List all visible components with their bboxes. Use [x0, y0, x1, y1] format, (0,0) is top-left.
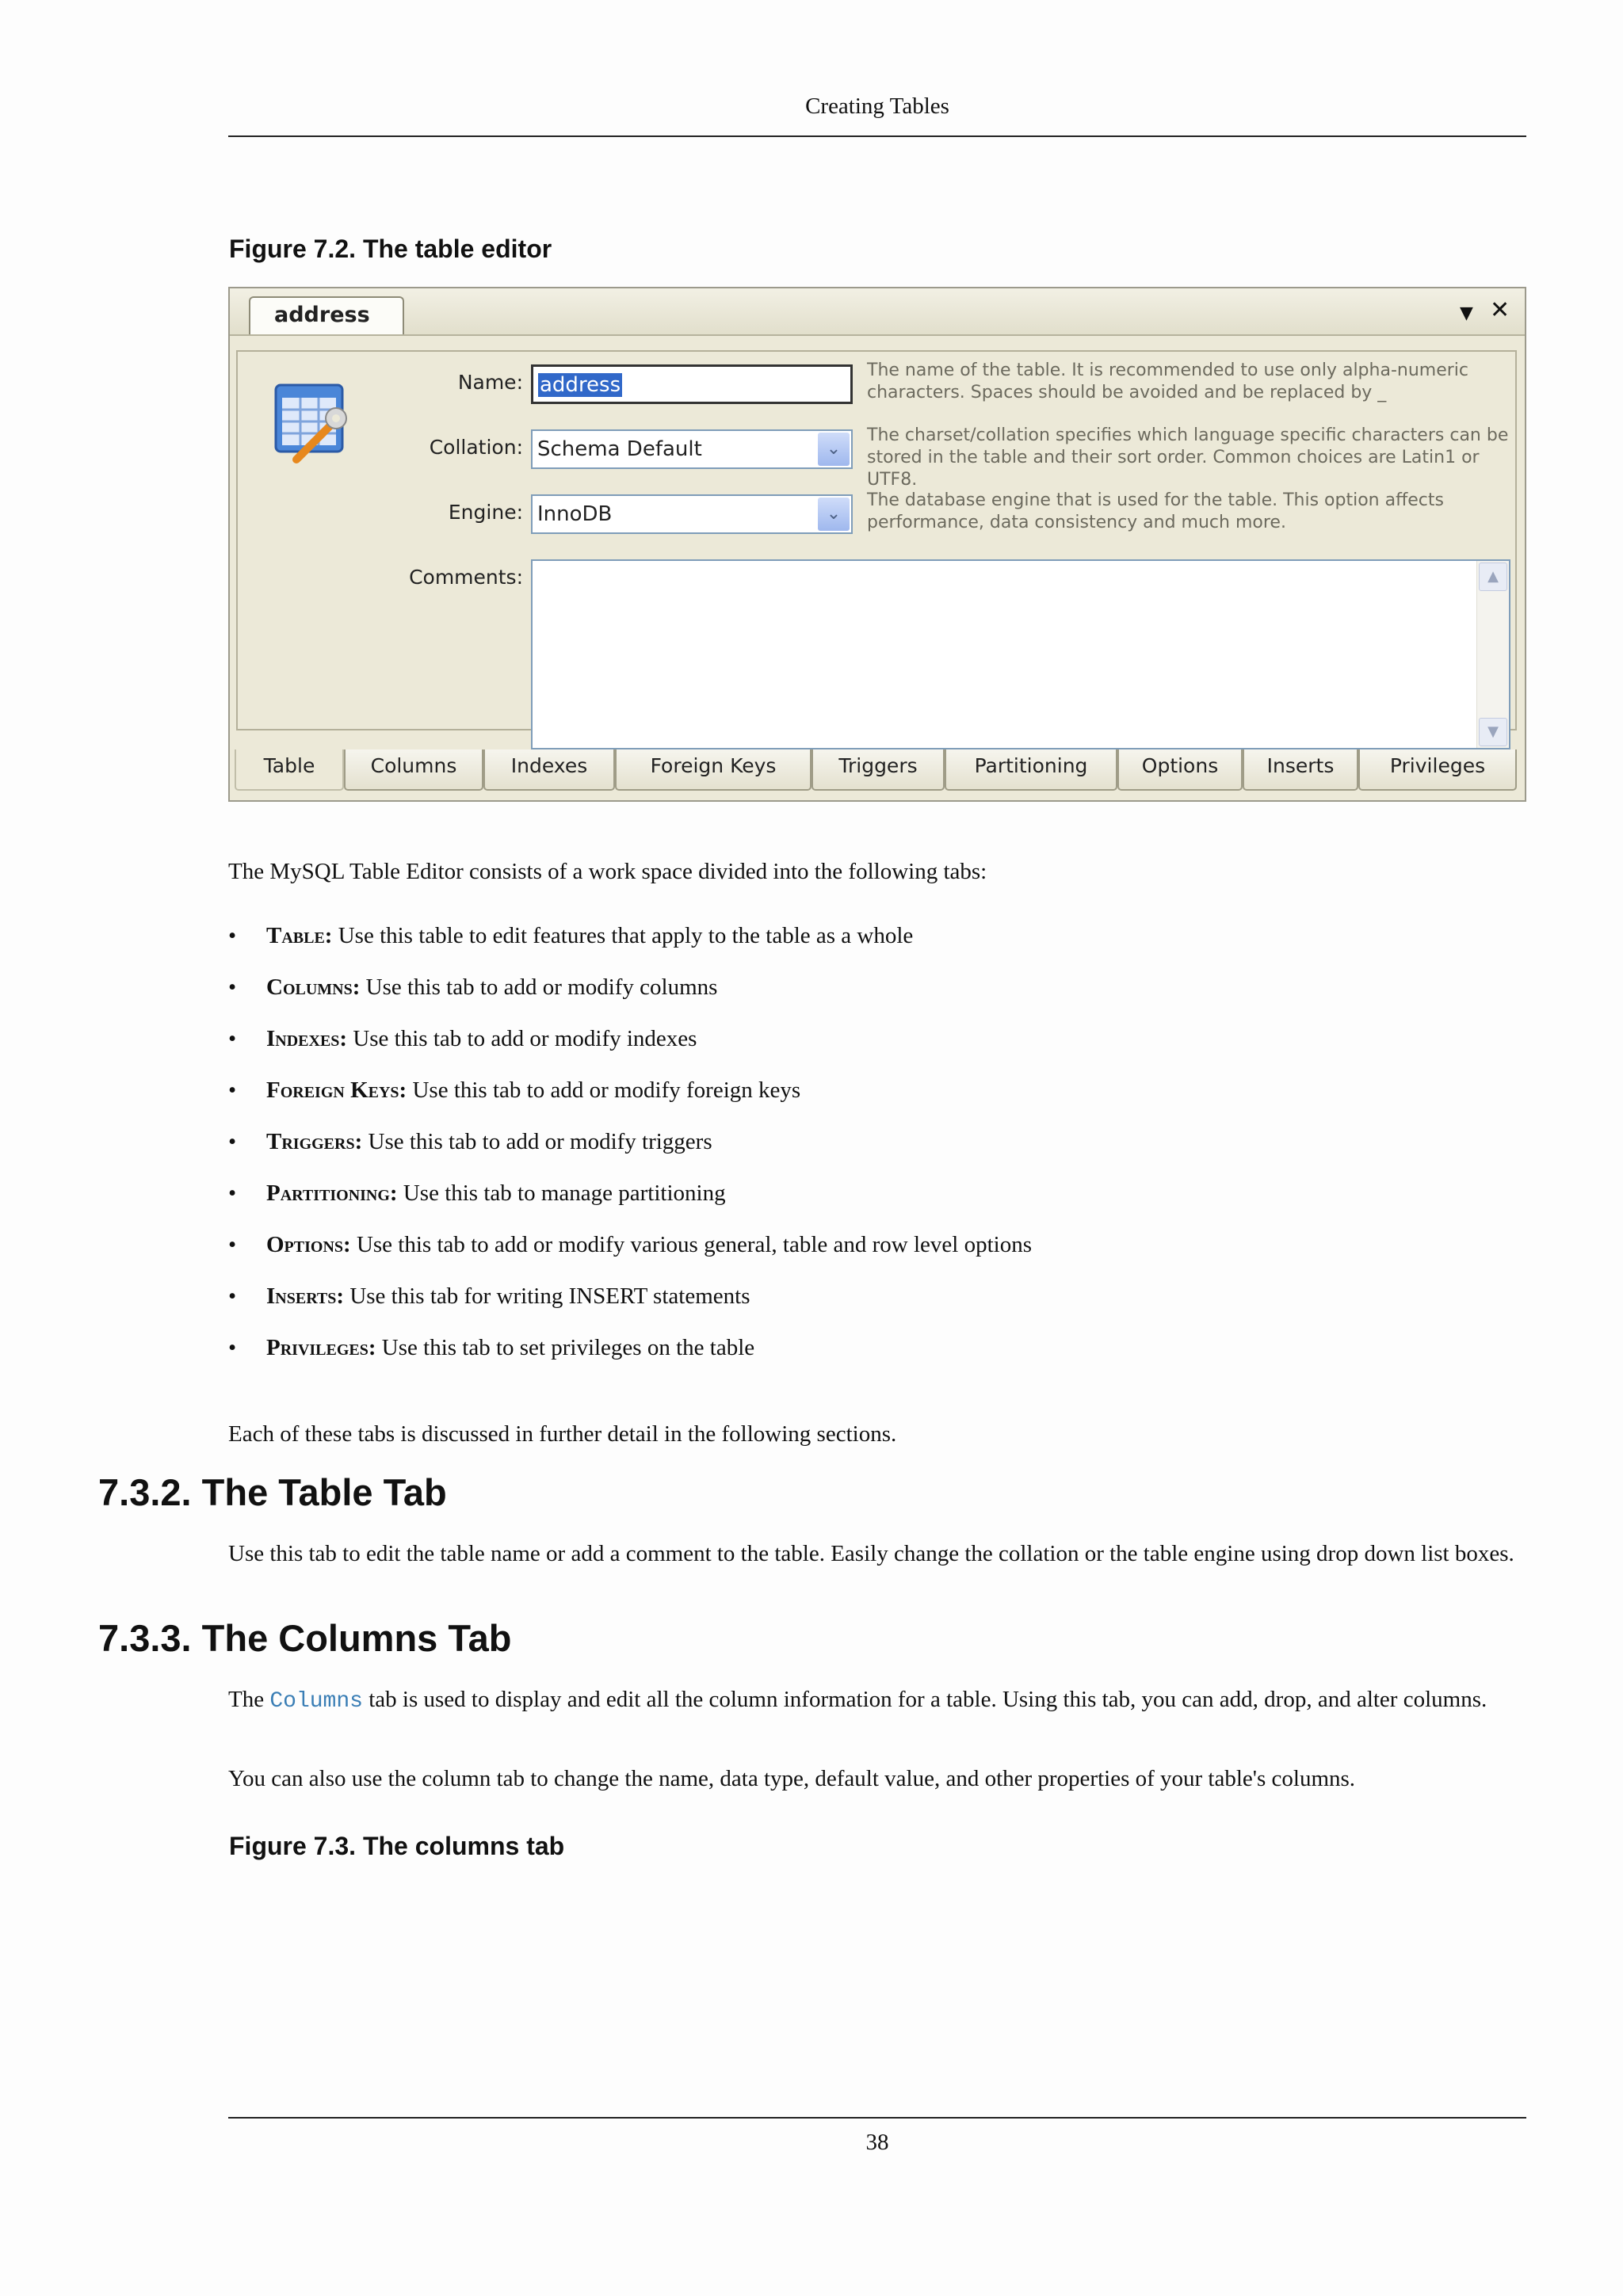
list-item-text: Use this tab to add or modify various general, table and row level options: [350, 1232, 1033, 1257]
columns-code-link[interactable]: Columns: [269, 1689, 363, 1714]
followup-paragraph: Each of these tabs is discussed in further detail in the following sections.: [228, 1421, 897, 1447]
section-heading-table-tab: 7.3.2. The Table Tab: [98, 1471, 447, 1513]
close-icon[interactable]: ✕: [1490, 296, 1510, 324]
tab-table[interactable]: Table: [235, 749, 344, 791]
engine-help: [867, 490, 1509, 534]
columns-p1-before: The: [228, 1687, 270, 1712]
bullet: •: [228, 1232, 237, 1257]
tab-columns[interactable]: Columns: [344, 749, 483, 791]
editor-tab-bar: [230, 288, 1525, 336]
list-item: [228, 1180, 1526, 1231]
engine-label: Engine:: [448, 501, 523, 524]
list-item-text: Use this tab to manage partitioning: [397, 1180, 726, 1206]
columns-tab-paragraph-2: You can also use the column tab to change the name, data type, default value, and other properties of your table's columns.: [228, 1766, 1356, 1791]
chevron-down-icon[interactable]: ⌄: [818, 433, 850, 466]
list-item-text: Use this tab to add or modify foreign keys: [407, 1077, 801, 1103]
comments-textarea[interactable]: [531, 559, 1510, 749]
list-item-term: Privileges:: [266, 1335, 376, 1360]
document-tab-address[interactable]: address: [249, 296, 404, 334]
scroll-down-icon[interactable]: ▼: [1479, 718, 1507, 746]
tab-indexes[interactable]: Indexes: [483, 749, 615, 791]
comments-label: Comments:: [409, 566, 523, 589]
columns-tab-paragraph: [228, 1686, 1526, 1715]
footer-rule: [228, 2117, 1526, 2119]
tab-list: [228, 922, 1526, 1386]
list-item: [228, 922, 1526, 974]
section-heading-columns-tab: 7.3.3. The Columns Tab: [98, 1617, 512, 1659]
table-tab-paragraph: Use this tab to edit the table name or add a comment to the table. Easily change the collation or the table engine using drop down list boxes.: [228, 1541, 1514, 1566]
running-header: Creating Tables: [805, 93, 949, 119]
figure-title: Figure 7.2. The table editor: [229, 235, 552, 263]
list-item: [228, 974, 1526, 1025]
chevron-down-icon[interactable]: ⌄: [818, 498, 850, 531]
list-item-text: Use this tab to add or modify indexes: [347, 1026, 697, 1051]
comments-scrollbar[interactable]: [1476, 561, 1509, 748]
bullet: •: [228, 1283, 237, 1309]
engine-value: InnoDB: [537, 502, 613, 526]
tab-privileges[interactable]: Privileges: [1358, 749, 1517, 791]
bullet: •: [228, 923, 237, 948]
header-rule: [228, 135, 1526, 137]
tab-menu-icon[interactable]: ▼: [1460, 303, 1473, 323]
collation-select[interactable]: [531, 429, 853, 469]
list-item: [228, 1334, 1526, 1386]
list-item: [228, 1231, 1526, 1283]
list-item-text: Use this tab to add or modify columns: [360, 974, 718, 1000]
list-item-term: Options:: [266, 1232, 351, 1257]
tab-triggers[interactable]: Triggers: [812, 749, 945, 791]
bullet: •: [228, 1077, 237, 1103]
collation-label: Collation:: [429, 436, 523, 459]
list-item-text: Use this tab for writing INSERT statements: [344, 1283, 750, 1309]
collation-help-line2: stored in the table and their sort order. Common choices are Latin1 or UTF8.: [867, 448, 1480, 490]
collation-help-line1: The charset/collation specifies which language specific characters can be: [867, 425, 1509, 445]
engine-help-line1: The database engine that is used for the table. This option affects: [867, 490, 1444, 510]
list-item: [228, 1077, 1526, 1128]
tab-partitioning[interactable]: Partitioning: [945, 749, 1117, 791]
name-help: [867, 360, 1509, 404]
columns-p1-after: tab is used to display and edit all the column information for a table. Using this tab, you can add, drop, and alter columns.: [362, 1687, 1487, 1712]
tab-options[interactable]: Options: [1117, 749, 1243, 791]
figure-title-columns: Figure 7.3. The columns tab: [229, 1832, 565, 1860]
table-wrench-icon: [273, 380, 352, 467]
list-item-text: Use this table to edit features that apply to the table as a whole: [332, 923, 914, 948]
tab-inserts[interactable]: Inserts: [1243, 749, 1358, 791]
engine-help-line2: performance, data consistency and much more.: [867, 513, 1286, 532]
list-item-term: Foreign Keys:: [266, 1077, 407, 1103]
table-editor-screenshot: [228, 287, 1526, 802]
list-item-term: Triggers:: [266, 1129, 363, 1154]
tab-foreign-keys[interactable]: Foreign Keys: [615, 749, 812, 791]
bullet: •: [228, 1180, 237, 1206]
page-number: 38: [865, 2130, 889, 2155]
bullet: •: [228, 1335, 237, 1360]
list-item-text: Use this tab to add or modify triggers: [362, 1129, 712, 1154]
collation-value: Schema Default: [537, 437, 702, 461]
name-input[interactable]: [531, 364, 853, 404]
scroll-up-icon[interactable]: ▲: [1479, 563, 1507, 591]
engine-select[interactable]: [531, 494, 853, 534]
name-value: address: [540, 373, 621, 397]
name-help-line2: characters. Spaces should be avoided and be replaced by _: [867, 383, 1387, 402]
table-properties-panel: [236, 350, 1517, 740]
list-item-term: Inserts:: [266, 1283, 345, 1309]
name-help-line1: The name of the table. It is recommended to use only alpha-numeric: [867, 360, 1468, 380]
list-item-term: Table:: [266, 923, 333, 948]
bullet: •: [228, 974, 237, 1000]
list-item-term: Columns:: [266, 974, 361, 1000]
bullet: •: [228, 1129, 237, 1154]
collation-help: [867, 425, 1509, 491]
list-item: [228, 1025, 1526, 1077]
bullet: •: [228, 1026, 237, 1051]
list-item-term: Partitioning:: [266, 1180, 398, 1206]
list-item: [228, 1283, 1526, 1334]
list-item-text: Use this tab to set privileges on the table: [376, 1335, 755, 1360]
list-item: [228, 1128, 1526, 1180]
list-item-term: Indexes:: [266, 1026, 348, 1051]
intro-paragraph: The MySQL Table Editor consists of a work space divided into the following tabs:: [228, 859, 987, 884]
name-label: Name:: [457, 371, 523, 394]
